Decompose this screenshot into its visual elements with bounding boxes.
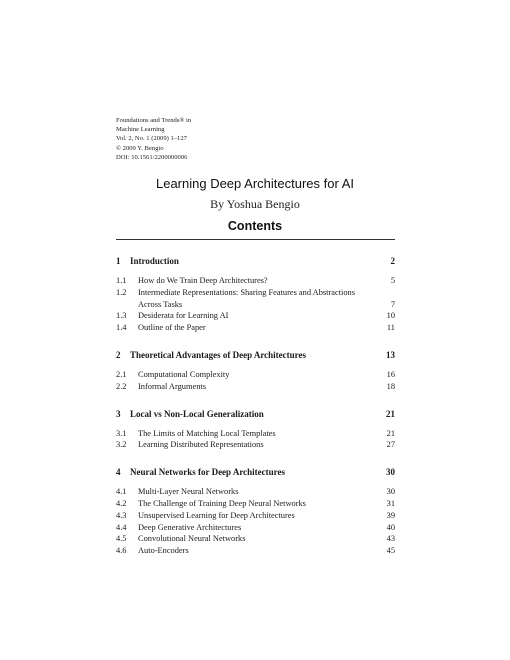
chapter-gap <box>116 451 395 466</box>
toc-section-4-5[interactable] <box>116 533 395 545</box>
chapter-page: 2 <box>390 256 395 266</box>
section-page: 40 <box>386 522 395 532</box>
section-page: 18 <box>386 381 395 391</box>
section-title: Intermediate Representations: Sharing Features and Abstractions Across Tasks <box>138 287 355 309</box>
author-line: By Yoshua Bengio <box>210 197 300 211</box>
toc-chapter-3[interactable] <box>116 408 395 420</box>
toc-section-3-1[interactable] <box>116 428 395 440</box>
chapter-sections <box>116 369 395 393</box>
toc-section-2-2[interactable] <box>116 381 395 393</box>
toc-section-1-4[interactable] <box>116 322 395 334</box>
section-number: 4.3 <box>116 510 127 520</box>
chapter-number: 4 <box>116 467 121 478</box>
table-of-contents <box>116 255 395 557</box>
document-title: Learning Deep Architectures for AI <box>155 176 354 191</box>
toc-section-4-3[interactable] <box>116 510 395 522</box>
publication-info <box>116 116 191 162</box>
section-number: 2.1 <box>116 369 127 379</box>
section-title: Desiderata for Learning AI <box>138 311 229 321</box>
section-number: 3.1 <box>116 428 127 438</box>
toc-section-2-1[interactable] <box>116 369 395 381</box>
toc-chapter-4[interactable] <box>116 466 395 478</box>
doi: DOI: 10.1561/2200000006 <box>116 153 188 161</box>
chapter-sections <box>116 486 395 557</box>
section-number: 1.1 <box>116 276 127 285</box>
section-page: 43 <box>386 534 395 544</box>
chapter-gap <box>116 334 395 349</box>
section-page: 30 <box>386 487 395 497</box>
chapter-number: 3 <box>116 408 121 419</box>
toc-chapter-2[interactable] <box>116 349 395 361</box>
section-page: 5 <box>390 276 395 285</box>
journal-subject: Machine Learning <box>116 126 165 134</box>
section-number: 1.4 <box>116 323 127 333</box>
section-page: 45 <box>386 546 395 556</box>
chapter-title: Theoretical Advantages of Deep Architectures <box>130 349 306 360</box>
toc-section-4-4[interactable] <box>116 522 395 534</box>
toc-section-1-1[interactable] <box>116 275 395 287</box>
chapter-sections <box>116 275 395 334</box>
section-number: 4.4 <box>116 522 127 532</box>
section-title: Deep Generative Architectures <box>138 522 242 532</box>
section-page: 39 <box>386 510 395 520</box>
heading-rule <box>116 239 395 240</box>
section-page: 7 <box>390 299 395 309</box>
toc-section-1-3[interactable] <box>116 310 395 322</box>
section-title: Computational Complexity <box>138 369 230 379</box>
toc-chapter-1[interactable] <box>116 255 395 267</box>
volume-info: Vol. 2, No. 1 (2009) 1–127 <box>116 135 187 143</box>
section-number: 4.1 <box>116 487 127 497</box>
section-page: 21 <box>386 428 395 438</box>
section-number: 1.3 <box>116 311 127 321</box>
chapter-title: Neural Networks for Deep Architectures <box>130 467 285 478</box>
section-title: How do We Train Deep Architectures? <box>138 276 268 285</box>
chapter-title: Local vs Non-Local Generalization <box>130 408 264 419</box>
section-title: Auto-Encoders <box>138 546 189 556</box>
section-page: 16 <box>386 369 395 379</box>
journal-name: Foundations and Trends® in <box>116 117 192 124</box>
section-page: 11 <box>386 323 395 333</box>
section-number: 3.2 <box>116 440 127 450</box>
section-number: 2.2 <box>116 381 127 391</box>
section-title: Unsupervised Learning for Deep Architectures <box>138 510 295 520</box>
section-page: 27 <box>386 440 395 450</box>
chapter-number: 1 <box>116 256 121 266</box>
section-number: 1.2 <box>116 287 127 297</box>
chapter-page: 13 <box>386 349 395 360</box>
section-title: Convolutional Neural Networks <box>138 534 246 544</box>
contents-heading: Contents <box>227 219 283 233</box>
section-title: Learning Distributed Representations <box>138 440 264 450</box>
chapter-gap <box>116 393 395 408</box>
chapter-page: 21 <box>386 408 395 419</box>
chapter-number: 2 <box>116 349 121 360</box>
copyright: © 2009 Y. Bengio <box>116 144 164 152</box>
toc-section-3-2[interactable] <box>116 439 395 451</box>
section-number: 4.2 <box>116 498 127 508</box>
section-title: The Challenge of Training Deep Neural Networks <box>138 498 306 508</box>
toc-section-4-6[interactable] <box>116 545 395 557</box>
section-number: 4.5 <box>116 534 127 544</box>
chapter-title: Introduction <box>130 256 179 266</box>
section-page: 31 <box>386 498 395 508</box>
section-title: The Limits of Matching Local Templates <box>138 428 276 438</box>
toc-section-4-1[interactable] <box>116 486 395 498</box>
section-title: Informal Arguments <box>138 381 206 391</box>
toc-section-4-2[interactable] <box>116 498 395 510</box>
section-title: Multi-Layer Neural Networks <box>138 487 239 497</box>
section-number: 4.6 <box>116 546 127 556</box>
toc-section-1-2[interactable] <box>116 287 395 311</box>
section-title: Outline of the Paper <box>138 323 206 333</box>
chapter-sections <box>116 428 395 452</box>
chapter-page: 30 <box>386 467 395 478</box>
section-page: 10 <box>386 311 395 321</box>
